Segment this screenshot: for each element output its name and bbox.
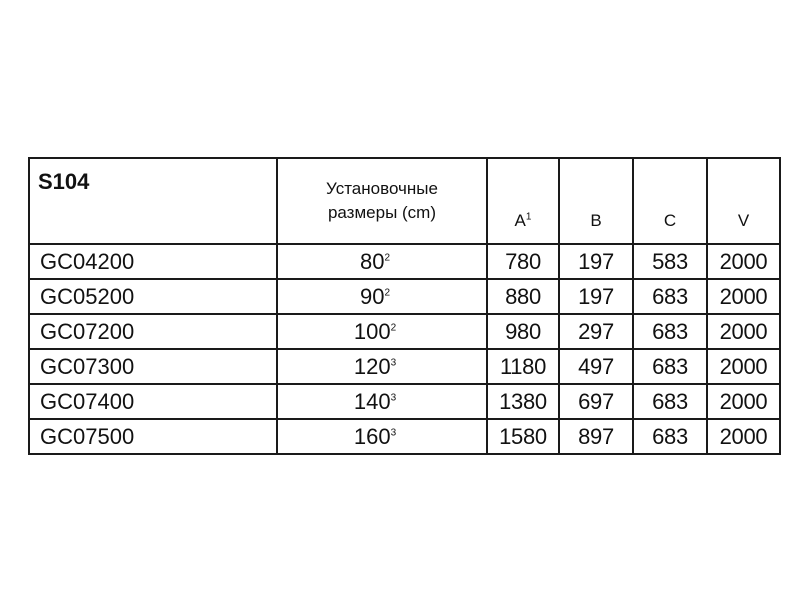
v-cell: 2000 <box>707 244 780 279</box>
model-cell: GC07400 <box>29 384 277 419</box>
size-footnote: 3 <box>390 357 397 369</box>
a-cell: 1180 <box>487 349 559 384</box>
size-value: 90 <box>359 284 385 309</box>
c-cell: 683 <box>633 384 707 419</box>
dim-header-label: V <box>737 211 750 230</box>
size-value: 160 <box>353 424 391 449</box>
model-cell: GC07300 <box>29 349 277 384</box>
dim-header-a <box>487 158 559 244</box>
c-cell: 683 <box>633 419 707 454</box>
table-row <box>29 314 780 349</box>
a-cell: 880 <box>487 279 559 314</box>
c-cell: 683 <box>633 314 707 349</box>
model-cell: GC04200 <box>29 244 277 279</box>
b-cell: 697 <box>559 384 633 419</box>
size-value: 80 <box>359 249 385 274</box>
b-cell: 197 <box>559 279 633 314</box>
table-title: S104 <box>29 158 277 244</box>
size-header-line2: размеры (cm) <box>327 203 437 222</box>
dim-header-label: C <box>663 211 677 230</box>
size-cell <box>277 349 487 384</box>
size-header <box>277 158 487 244</box>
b-cell: 297 <box>559 314 633 349</box>
table-body <box>29 244 780 454</box>
table-row <box>29 349 780 384</box>
table-row <box>29 244 780 279</box>
v-cell: 2000 <box>707 384 780 419</box>
a-cell: 780 <box>487 244 559 279</box>
size-cell <box>277 279 487 314</box>
v-cell: 2000 <box>707 314 780 349</box>
dim-header-c <box>633 158 707 244</box>
b-cell: 197 <box>559 244 633 279</box>
a-cell: 1580 <box>487 419 559 454</box>
dim-header-label: B <box>590 211 602 230</box>
c-cell: 583 <box>633 244 707 279</box>
dim-header-sup: 1 <box>525 211 532 223</box>
size-cell <box>277 244 487 279</box>
dim-header-v <box>707 158 780 244</box>
a-cell: 980 <box>487 314 559 349</box>
size-value: 120 <box>353 354 391 379</box>
b-cell: 897 <box>559 419 633 454</box>
size-footnote: 2 <box>384 252 391 264</box>
a-cell: 1380 <box>487 384 559 419</box>
c-cell: 683 <box>633 349 707 384</box>
size-footnote: 2 <box>390 322 397 334</box>
size-footnote: 3 <box>390 392 397 404</box>
model-cell: GC05200 <box>29 279 277 314</box>
spec-table <box>28 157 781 455</box>
c-cell: 683 <box>633 279 707 314</box>
size-footnote: 3 <box>390 427 397 439</box>
v-cell: 2000 <box>707 349 780 384</box>
size-footnote: 2 <box>384 287 391 299</box>
dim-header-b <box>559 158 633 244</box>
table-row <box>29 419 780 454</box>
model-cell: GC07500 <box>29 419 277 454</box>
header-row <box>29 158 780 244</box>
size-value: 100 <box>353 319 391 344</box>
model-cell: GC07200 <box>29 314 277 349</box>
size-header-line1: Установочные <box>326 179 438 198</box>
size-value: 140 <box>353 389 391 414</box>
b-cell: 497 <box>559 349 633 384</box>
v-cell: 2000 <box>707 419 780 454</box>
table-row <box>29 279 780 314</box>
size-cell <box>277 314 487 349</box>
dim-header-label: A <box>514 211 526 230</box>
v-cell: 2000 <box>707 279 780 314</box>
size-cell <box>277 384 487 419</box>
size-cell <box>277 419 487 454</box>
table-row <box>29 384 780 419</box>
